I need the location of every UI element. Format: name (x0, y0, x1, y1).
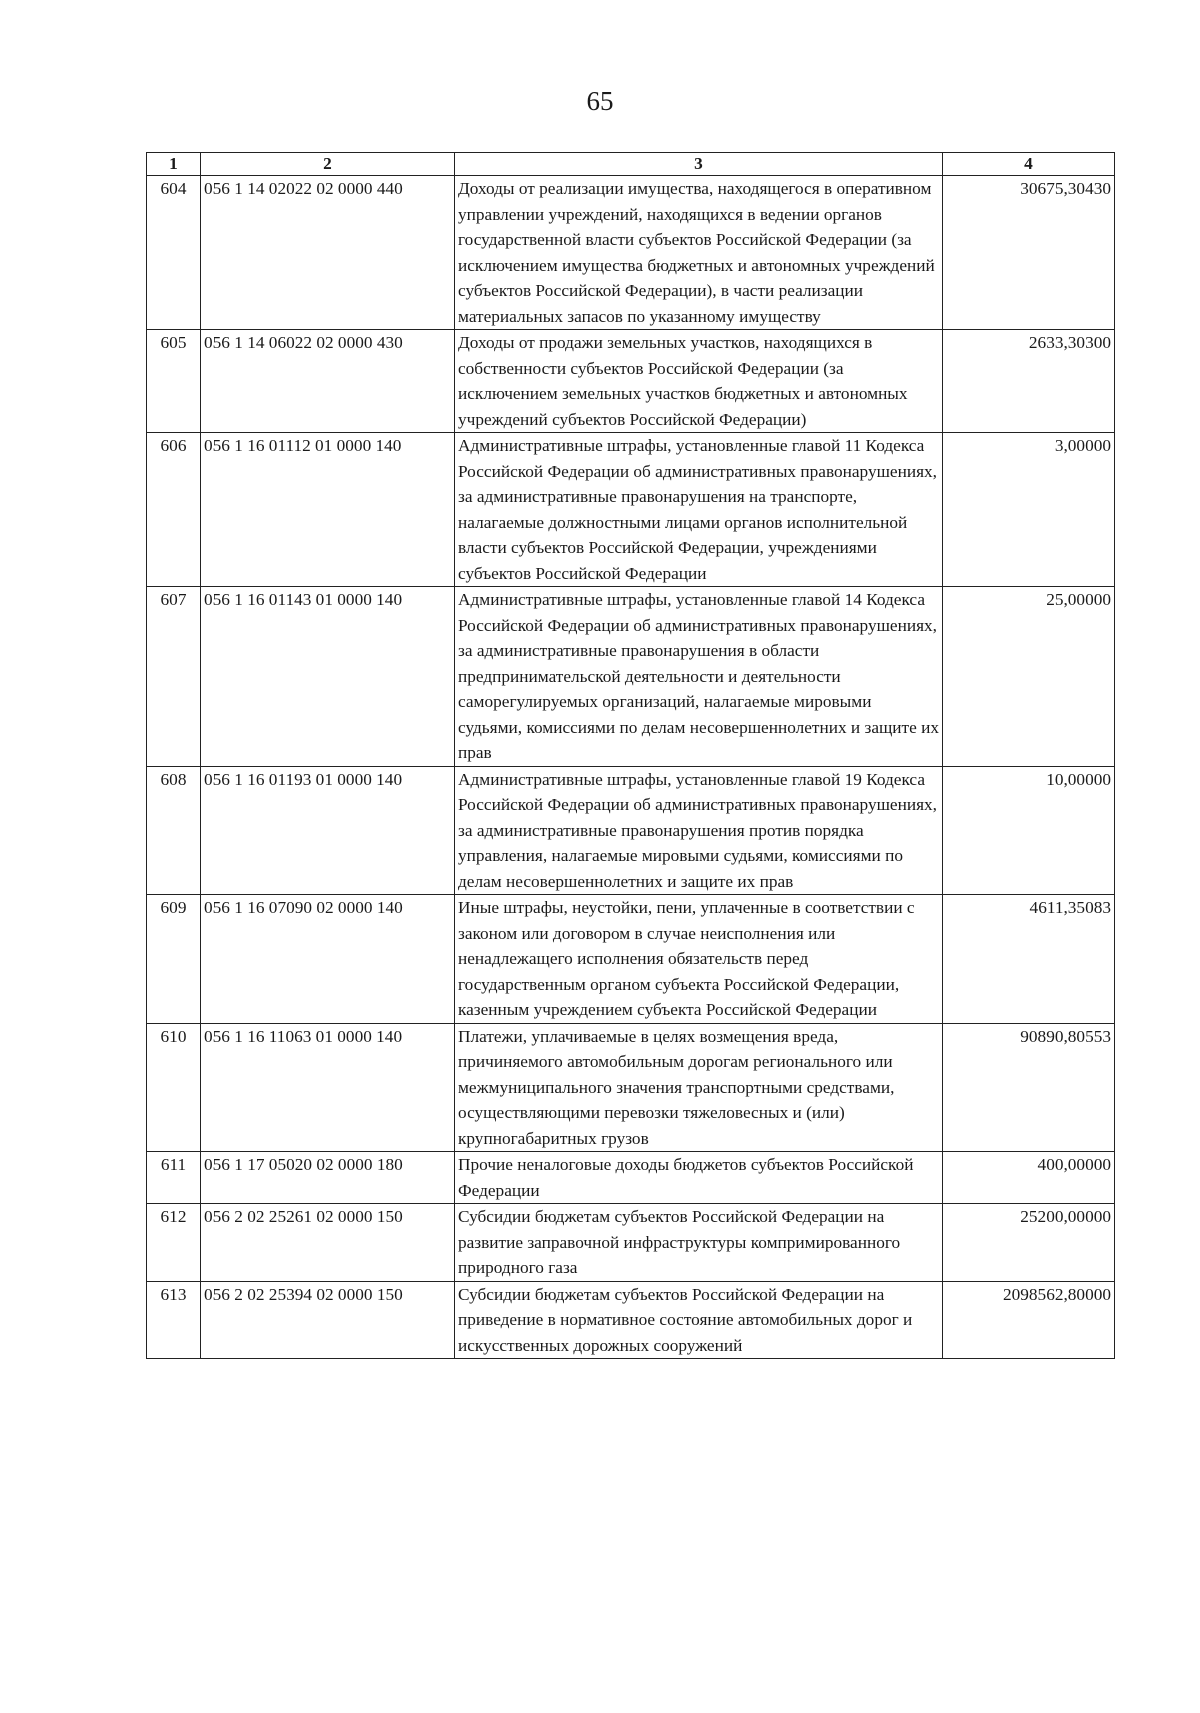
table-row (147, 1023, 1115, 1152)
row-number: 608 (147, 766, 201, 895)
column-header-2: 2 (201, 153, 455, 176)
budget-classification-code: 056 1 14 02022 02 0000 440 (201, 176, 455, 330)
table-row (147, 1152, 1115, 1204)
amount-value: 25,00000 (943, 587, 1115, 767)
amount-value: 3,00000 (943, 433, 1115, 587)
amount-value: 10,00000 (943, 766, 1115, 895)
table-row (147, 433, 1115, 587)
budget-classification-code: 056 1 16 11063 01 0000 140 (201, 1023, 455, 1152)
budget-classification-code: 056 1 16 01193 01 0000 140 (201, 766, 455, 895)
row-number: 609 (147, 895, 201, 1024)
row-number: 606 (147, 433, 201, 587)
budget-classification-code: 056 1 16 07090 02 0000 140 (201, 895, 455, 1024)
revenue-description: Доходы от реализации имущества, находящегося в оперативном управлении учреждений, находящихся в ведении органов государственной власти субъектов Российской Федерации (за исключением имущества бюджетных и автономных учреждений субъектов Российской Федерации), в части реализации материальных запасов по указанному имуществу (455, 176, 943, 330)
table-row (147, 330, 1115, 433)
row-number: 613 (147, 1281, 201, 1359)
column-header-4: 4 (943, 153, 1115, 176)
table-row (147, 1281, 1115, 1359)
budget-classification-code: 056 1 17 05020 02 0000 180 (201, 1152, 455, 1204)
revenue-description: Субсидии бюджетам субъектов Российской Федерации на развитие заправочной инфраструктуры компримированного природного газа (455, 1204, 943, 1282)
amount-value: 400,00000 (943, 1152, 1115, 1204)
amount-value: 90890,80553 (943, 1023, 1115, 1152)
budget-classification-code: 056 1 16 01143 01 0000 140 (201, 587, 455, 767)
column-header-3: 3 (455, 153, 943, 176)
amount-value: 2098562,80000 (943, 1281, 1115, 1359)
revenue-description: Субсидии бюджетам субъектов Российской Федерации на приведение в нормативное состояние автомобильных дорог и искусственных дорожных сооружений (455, 1281, 943, 1359)
revenue-description: Прочие неналоговые доходы бюджетов субъектов Российской Федерации (455, 1152, 943, 1204)
row-number: 605 (147, 330, 201, 433)
budget-classification-code: 056 2 02 25394 02 0000 150 (201, 1281, 455, 1359)
revenue-description: Административные штрафы, установленные главой 11 Кодекса Российской Федерации об административных правонарушениях, за административные правонарушения на транспорте, налагаемые должностными лицами органов исполнительной власти субъектов Российской Федерации, учреждениями субъектов Российской Федерации (455, 433, 943, 587)
table-header-row (147, 153, 1115, 176)
budget-classification-code: 056 1 16 01112 01 0000 140 (201, 433, 455, 587)
amount-value: 4611,35083 (943, 895, 1115, 1024)
page-number: 65 (586, 86, 614, 116)
table-row (147, 766, 1115, 895)
table-row (147, 895, 1115, 1024)
budget-classification-code: 056 2 02 25261 02 0000 150 (201, 1204, 455, 1282)
revenue-description: Платежи, уплачиваемые в целях возмещения вреда, причиняемого автомобильным дорогам регионального или межмуниципального значения транспортными средствами, осуществляющими перевозки тяжеловесных и (или) крупногабаритных грузов (455, 1023, 943, 1152)
budget-classification-code: 056 1 14 06022 02 0000 430 (201, 330, 455, 433)
revenue-description: Административные штрафы, установленные главой 14 Кодекса Российской Федерации об административных правонарушениях, за административные правонарушения в области предпринимательской деятельности и деятельности саморегулируемых организаций, налагаемые мировыми судьями, комиссиями по делам несовершеннолетних и защите их прав (455, 587, 943, 767)
budget-revenue-table (146, 152, 1115, 1359)
row-number: 611 (147, 1152, 201, 1204)
row-number: 610 (147, 1023, 201, 1152)
revenue-description: Доходы от продажи земельных участков, находящихся в собственности субъектов Российской Федерации (за исключением земельных участков бюджетных и автономных учреждений субъектов Российской Федерации) (455, 330, 943, 433)
table-row (147, 1204, 1115, 1282)
row-number: 612 (147, 1204, 201, 1282)
amount-value: 30675,30430 (943, 176, 1115, 330)
table-row (147, 176, 1115, 330)
column-header-1: 1 (147, 153, 201, 176)
revenue-description: Административные штрафы, установленные главой 19 Кодекса Российской Федерации об административных правонарушениях, за административные правонарушения против порядка управления, налагаемые мировыми судьями, комиссиями по делам несовершеннолетних и защите их прав (455, 766, 943, 895)
amount-value: 25200,00000 (943, 1204, 1115, 1282)
row-number: 607 (147, 587, 201, 767)
row-number: 604 (147, 176, 201, 330)
table-row (147, 587, 1115, 767)
revenue-description: Иные штрафы, неустойки, пени, уплаченные в соответствии с законом или договором в случае неисполнения или ненадлежащего исполнения обязательств перед государственным органом субъекта Российской Федерации, казенным учреждением субъекта Российской Федерации (455, 895, 943, 1024)
amount-value: 2633,30300 (943, 330, 1115, 433)
